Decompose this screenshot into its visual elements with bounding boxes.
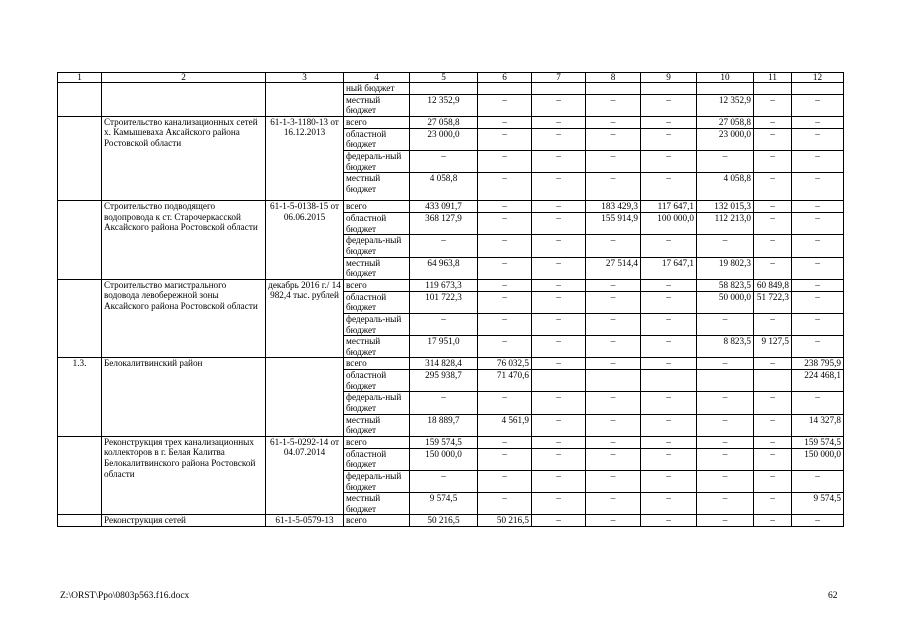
amount-cell: – xyxy=(532,358,586,370)
document-cell: 61-1-5-0579-13 xyxy=(266,515,344,527)
funding-source-cell: всего xyxy=(344,515,410,527)
amount-cell: – xyxy=(641,392,697,414)
item-number-cell xyxy=(58,201,102,280)
amount-cell: – xyxy=(697,235,754,257)
document-cell xyxy=(266,358,344,437)
amount-cell: – xyxy=(532,150,586,172)
col-header: 7 xyxy=(532,73,586,83)
amount-cell: 27 058,8 xyxy=(697,116,754,128)
amount-cell: 368 127,9 xyxy=(410,213,478,235)
amount-cell: – xyxy=(641,448,697,470)
amount-cell: 64 963,8 xyxy=(410,257,478,279)
amount-cell: 238 795,9 xyxy=(792,358,844,370)
amount-cell: – xyxy=(586,235,641,257)
amount-cell: 150 000,0 xyxy=(410,448,478,470)
amount-cell: – xyxy=(641,116,697,128)
amount-cell: – xyxy=(478,392,532,414)
col-header: 10 xyxy=(697,73,754,83)
amount-cell: 8 823,5 xyxy=(697,336,754,358)
amount-cell: – xyxy=(697,493,754,515)
col-header: 1 xyxy=(58,73,102,83)
object-name-cell: Строительство магистрального водовода левобережной зоны Аксайского района Ростовской области xyxy=(102,279,266,358)
amount-cell: – xyxy=(754,313,792,335)
col-header: 3 xyxy=(266,73,344,83)
amount-cell: – xyxy=(641,279,697,291)
amount-cell: 314 828,4 xyxy=(410,358,478,370)
object-name-cell: Строительство подводящего водопровода к ст. Старочеркасской Аксайского района Ростовской области xyxy=(102,201,266,280)
amount-cell: – xyxy=(586,358,641,370)
amount-cell: – xyxy=(586,94,641,116)
funding-source-cell: ный бюджет xyxy=(344,83,410,95)
amount-cell: – xyxy=(532,201,586,213)
funding-source-cell: местный бюджет xyxy=(344,94,410,116)
amount-cell: – xyxy=(478,128,532,150)
amount-cell: – xyxy=(478,291,532,313)
amount-cell: – xyxy=(641,414,697,436)
table-row xyxy=(58,515,844,527)
item-number-cell: 1.3. xyxy=(58,358,102,437)
amount-cell: – xyxy=(754,436,792,448)
amount-cell: – xyxy=(478,213,532,235)
amount-cell: – xyxy=(532,291,586,313)
amount-cell: – xyxy=(697,515,754,527)
amount-cell: – xyxy=(641,436,697,448)
amount-cell: – xyxy=(792,116,844,128)
amount-cell: – xyxy=(586,173,641,201)
amount-cell: – xyxy=(754,201,792,213)
amount-cell: – xyxy=(478,471,532,493)
amount-cell: – xyxy=(792,515,844,527)
amount-cell: – xyxy=(641,235,697,257)
amount-cell: – xyxy=(478,448,532,470)
funding-source-cell: всего xyxy=(344,358,410,370)
amount-cell: – xyxy=(697,313,754,335)
funding-source-cell: областной бюджет xyxy=(344,370,410,392)
amount-cell: – xyxy=(754,235,792,257)
amount-cell: – xyxy=(792,94,844,116)
amount-cell: – xyxy=(586,515,641,527)
amount-cell: – xyxy=(754,173,792,201)
amount-cell: – xyxy=(754,392,792,414)
funding-source-cell: федераль-ный бюджет xyxy=(344,313,410,335)
amount-cell: – xyxy=(532,128,586,150)
item-number-cell xyxy=(58,515,102,527)
amount-cell: – xyxy=(697,414,754,436)
amount-cell: 19 802,3 xyxy=(697,257,754,279)
amount-cell: – xyxy=(586,471,641,493)
funding-source-cell: всего xyxy=(344,436,410,448)
item-number-cell xyxy=(58,83,102,117)
col-header: 8 xyxy=(586,73,641,83)
funding-source-cell: федераль-ный бюджет xyxy=(344,150,410,172)
funding-source-cell: областной бюджет xyxy=(344,213,410,235)
amount-cell: 295 938,7 xyxy=(410,370,478,392)
amount-cell: – xyxy=(697,471,754,493)
amount-cell: 112 213,0 xyxy=(697,213,754,235)
amount-cell: – xyxy=(586,313,641,335)
amount-cell: – xyxy=(792,213,844,235)
amount-cell: – xyxy=(792,235,844,257)
funding-source-cell: местный бюджет xyxy=(344,257,410,279)
amount-cell: 27 514,4 xyxy=(586,257,641,279)
amount-cell: 50 000,0 xyxy=(697,291,754,313)
table-row xyxy=(58,358,844,370)
amount-cell: – xyxy=(478,279,532,291)
amount-cell: – xyxy=(410,313,478,335)
amount-cell: – xyxy=(586,279,641,291)
amount-cell: – xyxy=(532,336,586,358)
amount-cell: 4 058,8 xyxy=(410,173,478,201)
amount-cell: – xyxy=(478,173,532,201)
document-cell: 61-1-3-1180-13 от 16.12.2013 xyxy=(266,116,344,200)
amount-cell: 101 722,3 xyxy=(410,291,478,313)
amount-cell: 155 914,9 xyxy=(586,213,641,235)
amount-cell: – xyxy=(792,173,844,201)
amount-cell: – xyxy=(532,471,586,493)
amount-cell: – xyxy=(410,392,478,414)
amount-cell: 50 216,5 xyxy=(478,515,532,527)
amount-cell: – xyxy=(641,515,697,527)
table-row xyxy=(58,436,844,448)
amount-cell: – xyxy=(792,313,844,335)
amount-cell: – xyxy=(641,336,697,358)
amount-cell: – xyxy=(478,150,532,172)
amount-cell: – xyxy=(478,257,532,279)
amount-cell: – xyxy=(586,291,641,313)
amount-cell: – xyxy=(641,94,697,116)
document-cell: декабрь 2016 г./ 14 982,4 тыс. рублей xyxy=(266,279,344,358)
page-number: 62 xyxy=(828,591,838,601)
amount-cell: – xyxy=(754,213,792,235)
amount-cell: 76 032,5 xyxy=(478,358,532,370)
table-row xyxy=(58,279,844,291)
amount-cell: – xyxy=(792,150,844,172)
table-row xyxy=(58,116,844,128)
col-header: 5 xyxy=(410,73,478,83)
amount-cell: – xyxy=(532,436,586,448)
amount-cell: – xyxy=(478,235,532,257)
amount-cell: 9 127,5 xyxy=(754,336,792,358)
amount-cell: 117 647,1 xyxy=(641,201,697,213)
object-name-cell xyxy=(102,83,266,117)
amount-cell: – xyxy=(792,392,844,414)
amount-cell: – xyxy=(754,358,792,370)
amount-cell: – xyxy=(754,150,792,172)
amount-cell: – xyxy=(532,493,586,515)
funding-source-cell: областной бюджет xyxy=(344,448,410,470)
amount-cell: – xyxy=(641,471,697,493)
amount-cell: – xyxy=(754,128,792,150)
amount-cell: 119 673,3 xyxy=(410,279,478,291)
amount-cell: – xyxy=(754,448,792,470)
amount-cell: – xyxy=(532,515,586,527)
amount-cell: – xyxy=(410,235,478,257)
col-header: 2 xyxy=(102,73,266,83)
amount-cell: – xyxy=(792,128,844,150)
funding-source-cell: федераль-ный бюджет xyxy=(344,392,410,414)
amount-cell: – xyxy=(410,150,478,172)
amount-cell: – xyxy=(478,313,532,335)
amount-cell: – xyxy=(697,150,754,172)
amount-cell: – xyxy=(478,201,532,213)
amount-cell xyxy=(586,370,641,392)
amount-cell: 4 058,8 xyxy=(697,173,754,201)
amount-cell: – xyxy=(641,128,697,150)
amount-cell: 51 722,3 xyxy=(754,291,792,313)
amount-cell: – xyxy=(641,493,697,515)
amount-cell: 17 647,1 xyxy=(641,257,697,279)
amount-cell: 27 058,8 xyxy=(410,116,478,128)
amount-cell: – xyxy=(792,279,844,291)
amount-cell: – xyxy=(532,116,586,128)
amount-cell: – xyxy=(532,448,586,470)
amount-cell: 9 574,5 xyxy=(410,493,478,515)
funding-source-cell: местный бюджет xyxy=(344,173,410,201)
funding-source-cell: всего xyxy=(344,201,410,213)
amount-cell: – xyxy=(697,448,754,470)
budget-table xyxy=(57,72,844,527)
funding-source-cell: федераль-ный бюджет xyxy=(344,235,410,257)
amount-cell: – xyxy=(478,436,532,448)
amount-cell: – xyxy=(792,291,844,313)
amount-cell: – xyxy=(586,128,641,150)
col-header: 11 xyxy=(754,73,792,83)
amount-cell: – xyxy=(532,235,586,257)
col-header: 6 xyxy=(478,73,532,83)
item-number-cell xyxy=(58,116,102,200)
amount-cell: – xyxy=(754,471,792,493)
amount-cell: – xyxy=(697,392,754,414)
amount-cell: – xyxy=(754,515,792,527)
amount-cell: – xyxy=(532,414,586,436)
amount-cell: – xyxy=(792,257,844,279)
amount-cell: – xyxy=(754,257,792,279)
amount-cell: – xyxy=(754,94,792,116)
amount-cell: 9 574,5 xyxy=(792,493,844,515)
amount-cell: – xyxy=(532,313,586,335)
amount-cell: – xyxy=(532,392,586,414)
amount-cell: – xyxy=(697,358,754,370)
amount-cell: – xyxy=(586,436,641,448)
amount-cell: 159 574,5 xyxy=(792,436,844,448)
amount-cell: – xyxy=(641,173,697,201)
amount-cell: 23 000,0 xyxy=(697,128,754,150)
column-number-row xyxy=(58,73,844,83)
amount-cell xyxy=(697,83,754,95)
amount-cell xyxy=(641,370,697,392)
amount-cell: – xyxy=(478,493,532,515)
document-cell: 61-1-5-0292-14 от 04.07.2014 xyxy=(266,436,344,515)
amount-cell: – xyxy=(641,291,697,313)
amount-cell: 12 352,9 xyxy=(697,94,754,116)
amount-cell: – xyxy=(410,471,478,493)
amount-cell xyxy=(532,83,586,95)
amount-cell: – xyxy=(532,257,586,279)
amount-cell: 4 561,9 xyxy=(478,414,532,436)
funding-source-cell: областной бюджет xyxy=(344,291,410,313)
object-name-cell: Строительство канализационных сетей х. Камышеваха Аксайского района Ростовской области xyxy=(102,116,266,200)
amount-cell: – xyxy=(641,358,697,370)
amount-cell: – xyxy=(478,116,532,128)
amount-cell: 50 216,5 xyxy=(410,515,478,527)
amount-cell: – xyxy=(478,94,532,116)
amount-cell: 159 574,5 xyxy=(410,436,478,448)
amount-cell: 58 823,5 xyxy=(697,279,754,291)
amount-cell: 132 015,3 xyxy=(697,201,754,213)
object-name-cell: Реконструкция трех канализационных коллекторов в г. Белая Калитва Белокалитвинского района Ростовской области xyxy=(102,436,266,515)
amount-cell: 183 429,3 xyxy=(586,201,641,213)
amount-cell: 433 091,7 xyxy=(410,201,478,213)
amount-cell: – xyxy=(641,313,697,335)
amount-cell: – xyxy=(532,94,586,116)
amount-cell: 60 849,8 xyxy=(754,279,792,291)
amount-cell xyxy=(792,83,844,95)
amount-cell: – xyxy=(697,436,754,448)
amount-cell: 100 000,0 xyxy=(641,213,697,235)
amount-cell xyxy=(410,83,478,95)
amount-cell: – xyxy=(586,392,641,414)
amount-cell: – xyxy=(532,279,586,291)
amount-cell: – xyxy=(478,336,532,358)
col-header: 4 xyxy=(344,73,410,83)
col-header: 9 xyxy=(641,73,697,83)
funding-source-cell: местный бюджет xyxy=(344,493,410,515)
document-cell xyxy=(266,83,344,117)
object-name-cell: Реконструкция сетей xyxy=(102,515,266,527)
funding-source-cell: федераль-ный бюджет xyxy=(344,471,410,493)
document-cell: 61-1-5-0138-15 от 06.06.2015 xyxy=(266,201,344,280)
funding-source-cell: местный бюджет xyxy=(344,414,410,436)
amount-cell: – xyxy=(586,448,641,470)
amount-cell: – xyxy=(754,493,792,515)
item-number-cell xyxy=(58,279,102,358)
amount-cell: 150 000,0 xyxy=(792,448,844,470)
amount-cell: 17 951,0 xyxy=(410,336,478,358)
amount-cell xyxy=(478,83,532,95)
amount-cell xyxy=(754,83,792,95)
amount-cell: – xyxy=(586,336,641,358)
funding-source-cell: всего xyxy=(344,279,410,291)
amount-cell: 18 889,7 xyxy=(410,414,478,436)
amount-cell: – xyxy=(586,493,641,515)
table-row xyxy=(58,83,844,95)
amount-cell: 14 327,8 xyxy=(792,414,844,436)
amount-cell: – xyxy=(792,201,844,213)
amount-cell xyxy=(754,370,792,392)
amount-cell: 23 000,0 xyxy=(410,128,478,150)
amount-cell: – xyxy=(586,116,641,128)
amount-cell: – xyxy=(792,471,844,493)
amount-cell: – xyxy=(532,173,586,201)
amount-cell xyxy=(697,370,754,392)
amount-cell: – xyxy=(641,150,697,172)
amount-cell: 71 470,6 xyxy=(478,370,532,392)
object-name-cell: Белокалитвинский район xyxy=(102,358,266,437)
amount-cell: 12 352,9 xyxy=(410,94,478,116)
amount-cell xyxy=(532,370,586,392)
amount-cell: – xyxy=(586,150,641,172)
table-row xyxy=(58,201,844,213)
amount-cell: – xyxy=(754,414,792,436)
amount-cell xyxy=(586,83,641,95)
amount-cell: – xyxy=(586,414,641,436)
funding-source-cell: всего xyxy=(344,116,410,128)
amount-cell: – xyxy=(532,213,586,235)
amount-cell: – xyxy=(792,336,844,358)
item-number-cell xyxy=(58,436,102,515)
funding-source-cell: областной бюджет xyxy=(344,128,410,150)
footer-file-path: Z:\ORST\Ppo\0803p563.f16.docx xyxy=(60,591,190,601)
amount-cell: 224 468,1 xyxy=(792,370,844,392)
amount-cell xyxy=(641,83,697,95)
amount-cell: – xyxy=(754,116,792,128)
funding-source-cell: местный бюджет xyxy=(344,336,410,358)
col-header: 12 xyxy=(792,73,844,83)
